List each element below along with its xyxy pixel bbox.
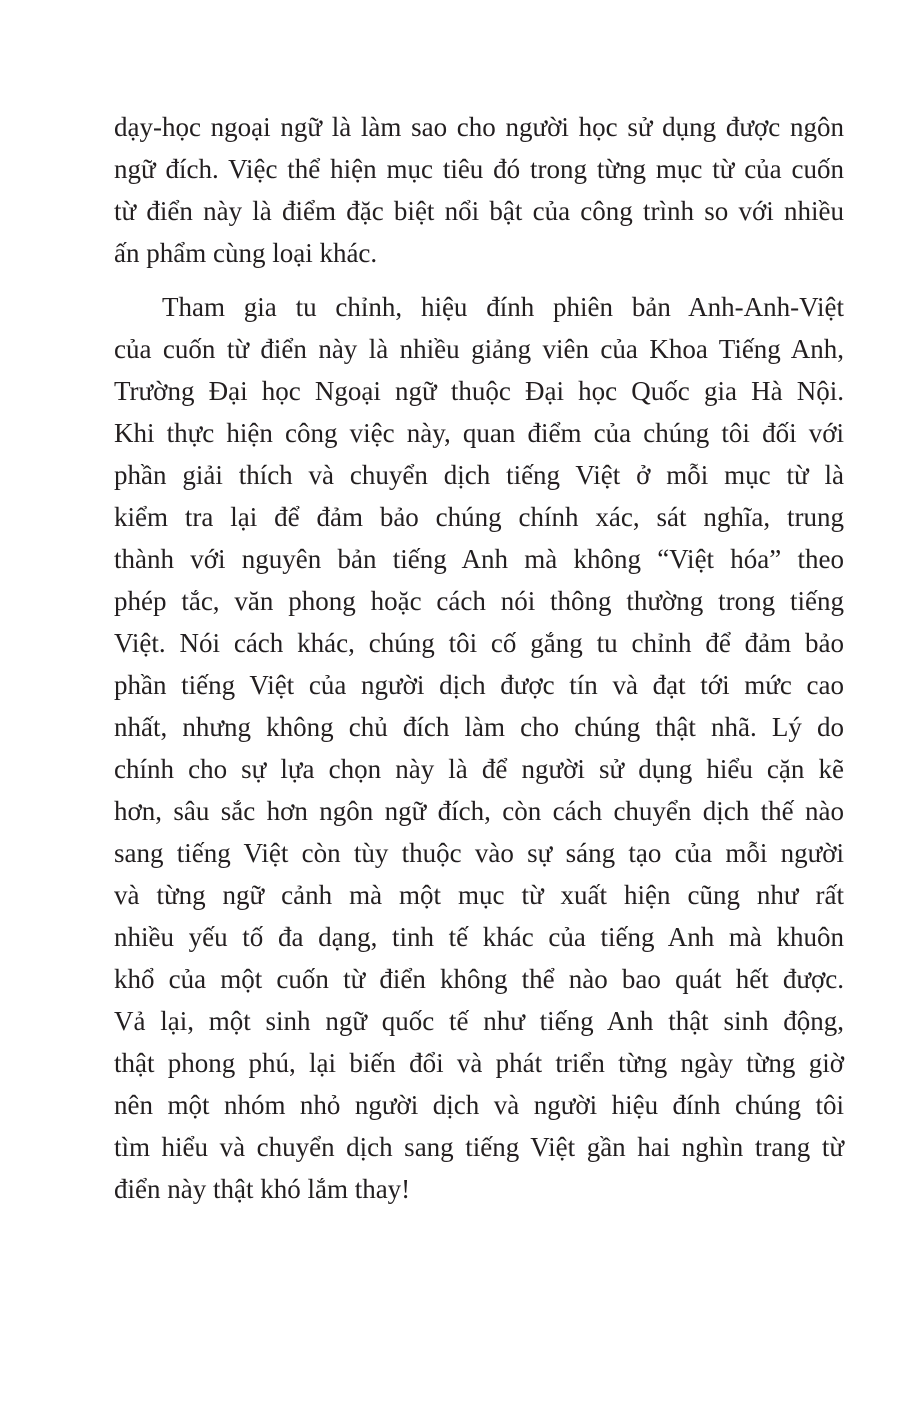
text-line: phần tiếng Việt của người dịch được tín và đạt tới mức cao bbox=[114, 670, 844, 700]
text-line: ngữ đích. Việc thể hiện mục tiêu đó trong từng mục từ của cuốn bbox=[114, 154, 844, 184]
text-line: Trường Đại học Ngoại ngữ thuộc Đại học Quốc gia Hà Nội. bbox=[114, 376, 844, 406]
text-line: kiểm tra lại để đảm bảo chúng chính xác, sát nghĩa, trung bbox=[114, 502, 844, 532]
text-line: ấn phẩm cùng loại khác. bbox=[114, 238, 378, 268]
text-line: từ điển này là điểm đặc biệt nổi bật của công trình so với nhiều bbox=[114, 196, 844, 226]
text-line: sang tiếng Việt còn tùy thuộc vào sự sáng tạo của mỗi người bbox=[114, 838, 844, 868]
text-line: của cuốn từ điển này là nhiều giảng viên của Khoa Tiếng Anh, bbox=[114, 334, 844, 364]
paragraph-2 bbox=[114, 286, 844, 1210]
text-line: dạy-học ngoại ngữ là làm sao cho người học sử dụng được ngôn bbox=[114, 112, 844, 142]
text-line: thật phong phú, lại biến đổi và phát triển từng ngày từng giờ bbox=[114, 1048, 844, 1078]
text-line: phần giải thích và chuyển dịch tiếng Việt ở mỗi mục từ là bbox=[114, 460, 844, 490]
text-line: và từng ngữ cảnh mà một mục từ xuất hiện cũng như rất bbox=[114, 880, 844, 910]
text-line: nên một nhóm nhỏ người dịch và người hiệu đính chúng tôi bbox=[114, 1090, 844, 1120]
text-line: phép tắc, văn phong hoặc cách nói thông thường trong tiếng bbox=[114, 586, 844, 616]
text-line: nhiều yếu tố đa dạng, tinh tế khác của tiếng Anh mà khuôn bbox=[114, 922, 844, 952]
text-line: tìm hiểu và chuyển dịch sang tiếng Việt gần hai nghìn trang từ bbox=[114, 1132, 844, 1162]
text-line: Tham gia tu chỉnh, hiệu đính phiên bản Anh-Anh-Việt bbox=[162, 292, 844, 322]
text-line: khổ của một cuốn từ điển không thể nào bao quát hết được. bbox=[114, 964, 844, 994]
text-line: thành với nguyên bản tiếng Anh mà không “Việt hóa” theo bbox=[114, 544, 844, 574]
text-line: chính cho sự lựa chọn này là để người sử dụng hiểu cặn kẽ bbox=[114, 754, 844, 784]
text-line: Vả lại, một sinh ngữ quốc tế như tiếng Anh thật sinh động, bbox=[114, 1006, 844, 1036]
text-line: nhất, nhưng không chủ đích làm cho chúng thật nhã. Lý do bbox=[114, 712, 844, 742]
body-text bbox=[114, 106, 844, 1210]
text-line: điển này thật khó lắm thay! bbox=[114, 1174, 411, 1204]
text-line: Việt. Nói cách khác, chúng tôi cố gắng tu chỉnh để đảm bảo bbox=[114, 628, 844, 658]
paragraph-1 bbox=[114, 106, 844, 274]
text-line: hơn, sâu sắc hơn ngôn ngữ đích, còn cách chuyển dịch thế nào bbox=[114, 796, 844, 826]
text-line: Khi thực hiện công việc này, quan điểm của chúng tôi đối với bbox=[114, 418, 844, 448]
paragraph-spacer bbox=[114, 274, 844, 286]
